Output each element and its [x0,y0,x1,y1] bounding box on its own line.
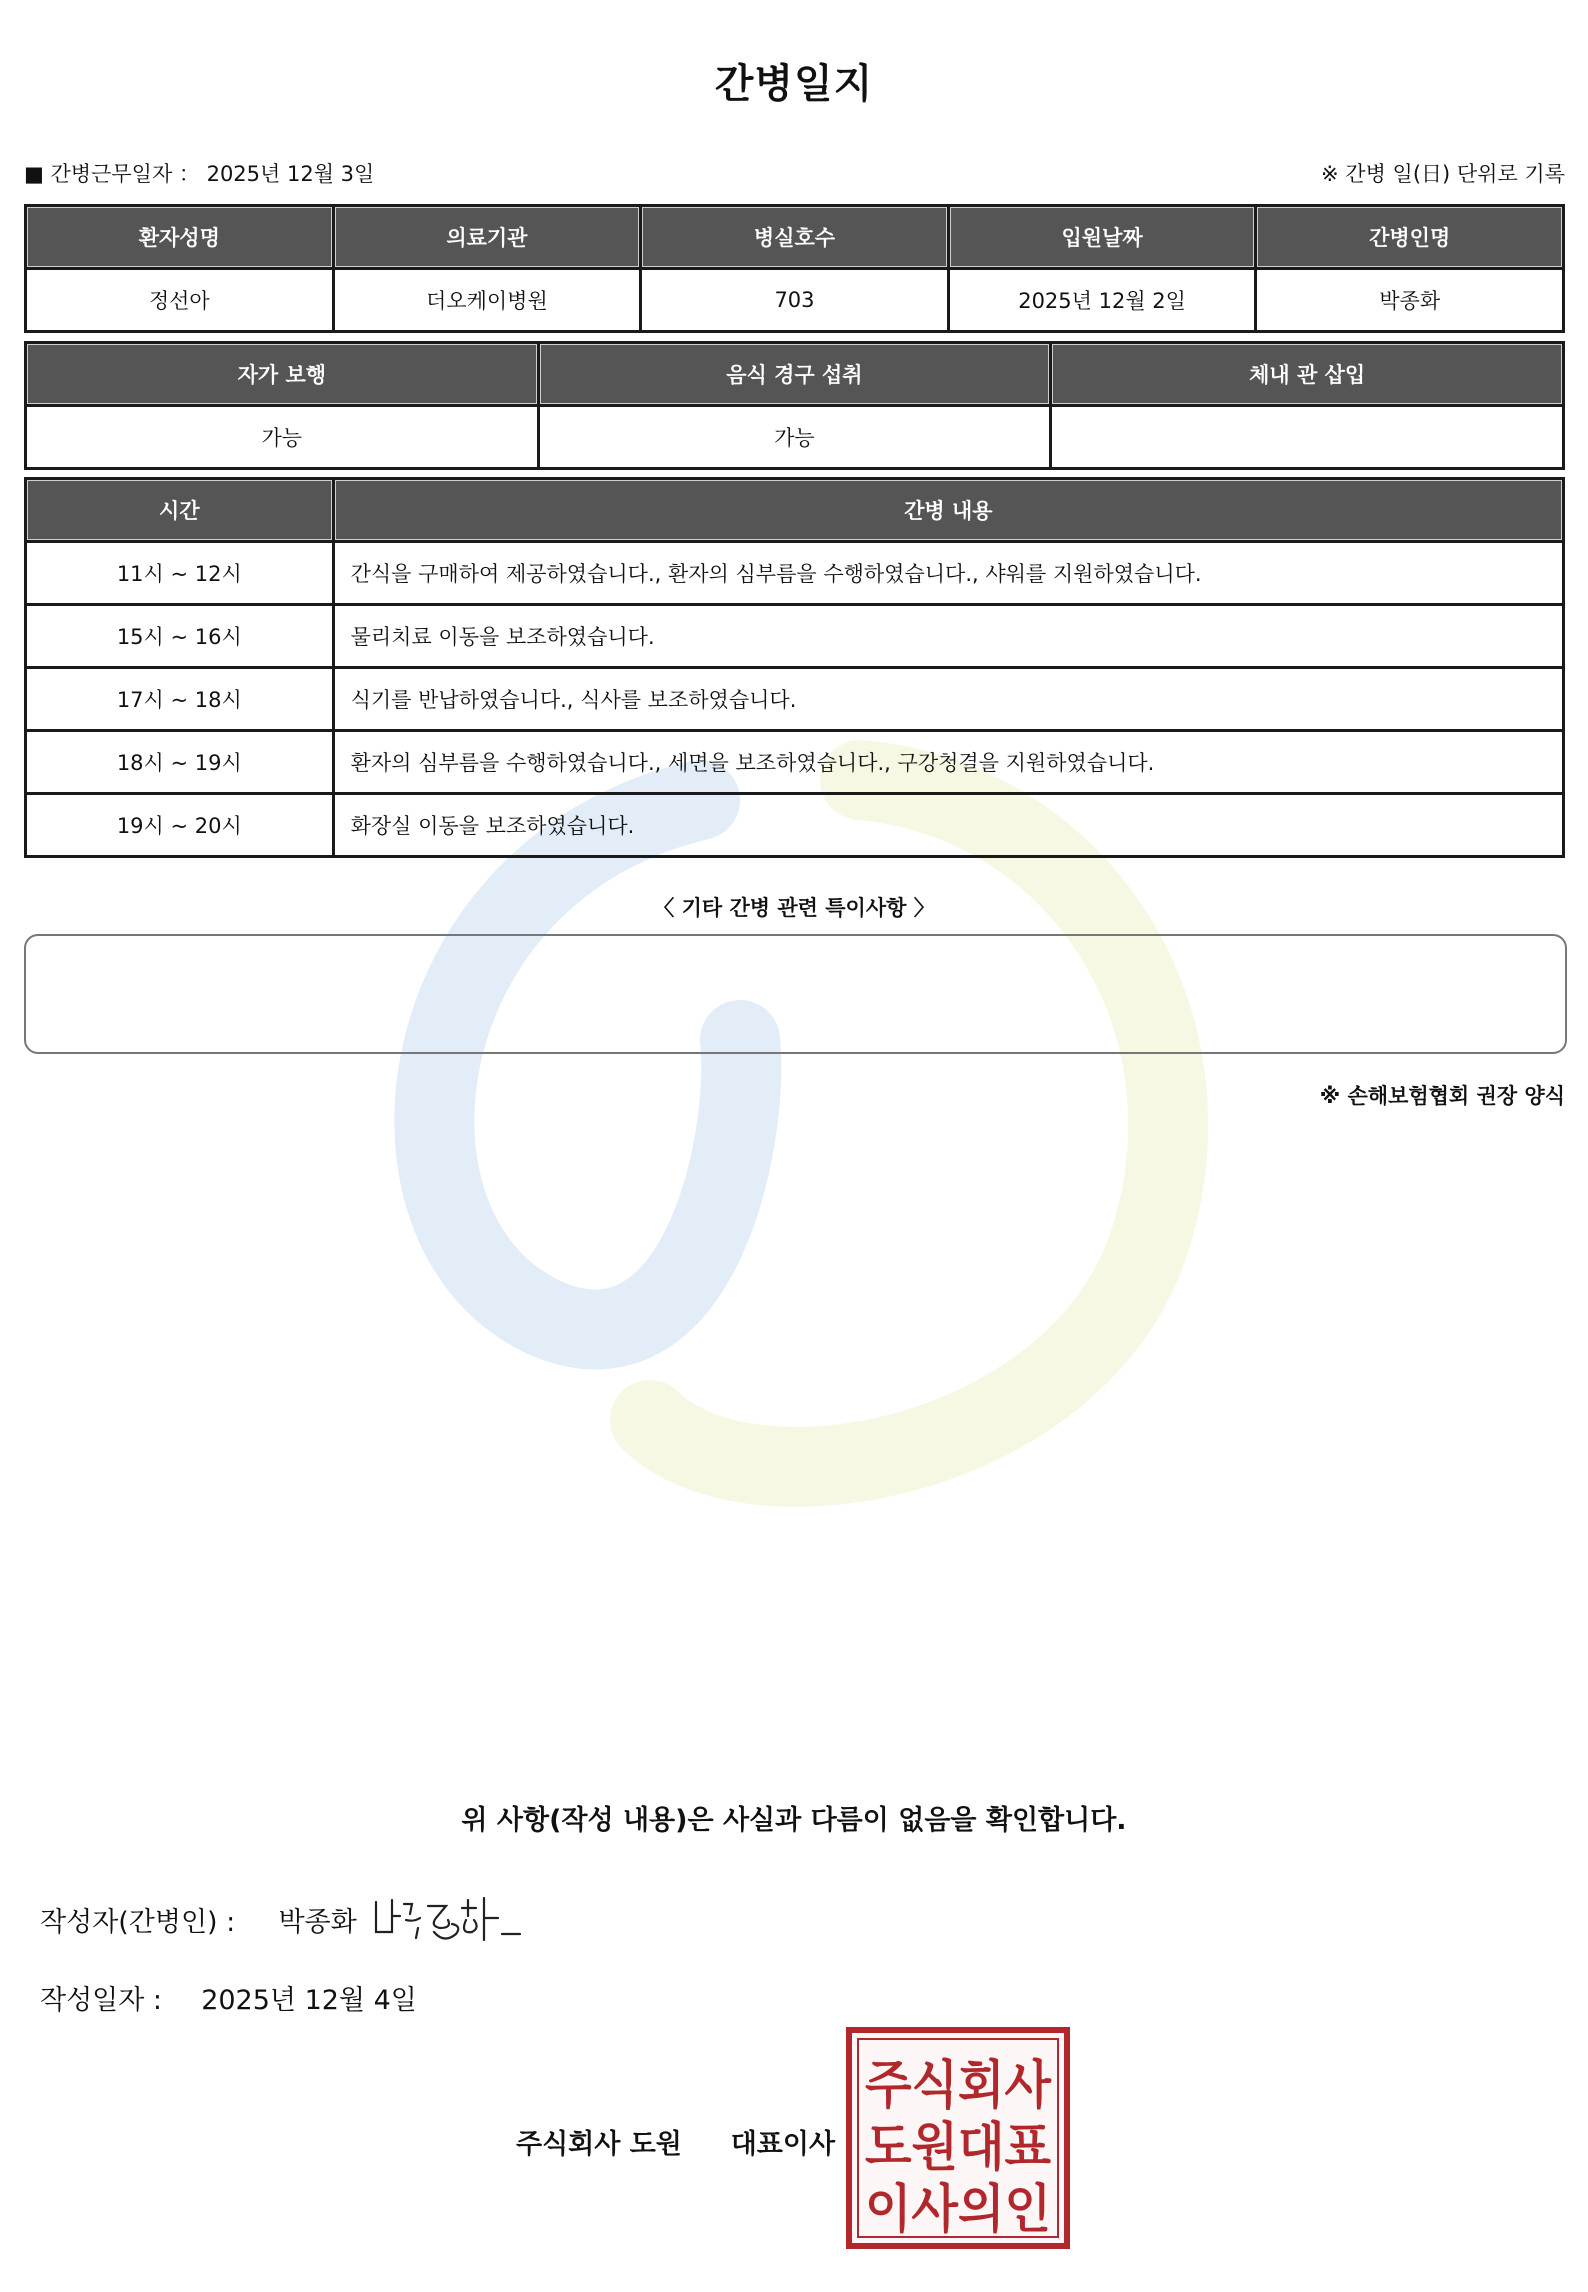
svg-text:도원대표: 도원대표 [865,2118,1051,2178]
table-row [26,605,1564,668]
care-time: 17시 ~ 18시 [26,668,334,731]
header-time: 시간 [26,479,334,542]
writer-label: 작성자(간병인) : [40,1907,236,1938]
form-note: ※ 손해보험협회 권장 양식 [1319,1084,1565,1108]
document-title: 간병일지 [714,61,874,107]
writer-date: 2025년 12월 4일 [201,1985,417,2016]
self-walking-value: 가능 [26,406,539,469]
remarks-title: 〈 기타 간병 관련 특이사항 〉 [653,896,935,920]
header-caregiver-name: 간병인명 [1256,206,1564,269]
tube-insertion-value [1051,406,1564,469]
header-self-walking: 자가 보행 [26,343,539,406]
remarks-box [24,934,1567,1054]
svg-text:이사의인: 이사의인 [865,2180,1051,2240]
care-content: 물리치료 이동을 보조하였습니다. [333,605,1563,668]
company-line [516,2122,835,2161]
room-number: 703 [641,269,949,332]
handwritten-signature [370,1888,525,1948]
writer-date-line [40,1978,417,2017]
table-row [26,794,1564,857]
patient-info-table [24,204,1565,333]
company-seal-stamp [846,2027,1070,2249]
work-date: ■ 간병근무일자 ： 2025년 12월 3일 [24,162,375,186]
table-row [26,542,1564,605]
hospital-name: 더오케이병원 [333,269,641,332]
writer-line [40,1900,357,1939]
care-content: 환자의 심부름을 수행하였습니다., 세면을 보조하였습니다., 구강청결을 지원하였습니다. [333,731,1563,794]
table-row [26,668,1564,731]
writer-date-label: 작성일자 : [40,1985,163,2016]
care-log-table [24,477,1565,858]
company-role: 대표이사 [730,2129,836,2160]
care-content: 간식을 구매하여 제공하였습니다., 환자의 심부름을 수행하였습니다., 샤워를 지원하였습니다. [333,542,1563,605]
care-time: 18시 ~ 19시 [26,731,334,794]
header-hospital: 의료기관 [333,206,641,269]
care-content: 식기를 반납하였습니다., 식사를 보조하였습니다. [333,668,1563,731]
writer-name: 박종화 [278,1907,357,1938]
care-time: 11시 ~ 12시 [26,542,334,605]
care-content: 화장실 이동을 보조하였습니다. [333,794,1563,857]
care-time: 15시 ~ 16시 [26,605,334,668]
header-care-content: 간병 내용 [333,479,1563,542]
confirmation-statement: 위 사항(작성 내용)은 사실과 다름이 없음을 확인합니다. [461,1805,1127,1836]
care-time: 19시 ~ 20시 [26,794,334,857]
table-row [26,731,1564,794]
admission-date: 2025년 12월 2일 [948,269,1256,332]
oral-intake-value: 가능 [538,406,1051,469]
record-note: ※ 간병 일(日) 단위로 기록 [1321,162,1565,186]
header-patient-name: 환자성명 [26,206,334,269]
company-name: 주식회사 도원 [516,2129,682,2160]
header-room-number: 병실호수 [641,206,949,269]
patient-name: 정선아 [26,269,334,332]
svg-text:주식회사: 주식회사 [865,2056,1052,2116]
patient-status-table [24,341,1565,470]
header-admission-date: 입원날짜 [948,206,1256,269]
caregiver-name: 박종화 [1256,269,1564,332]
header-oral-intake: 음식 경구 섭취 [538,343,1051,406]
header-tube-insertion: 체내 관 삽입 [1051,343,1564,406]
